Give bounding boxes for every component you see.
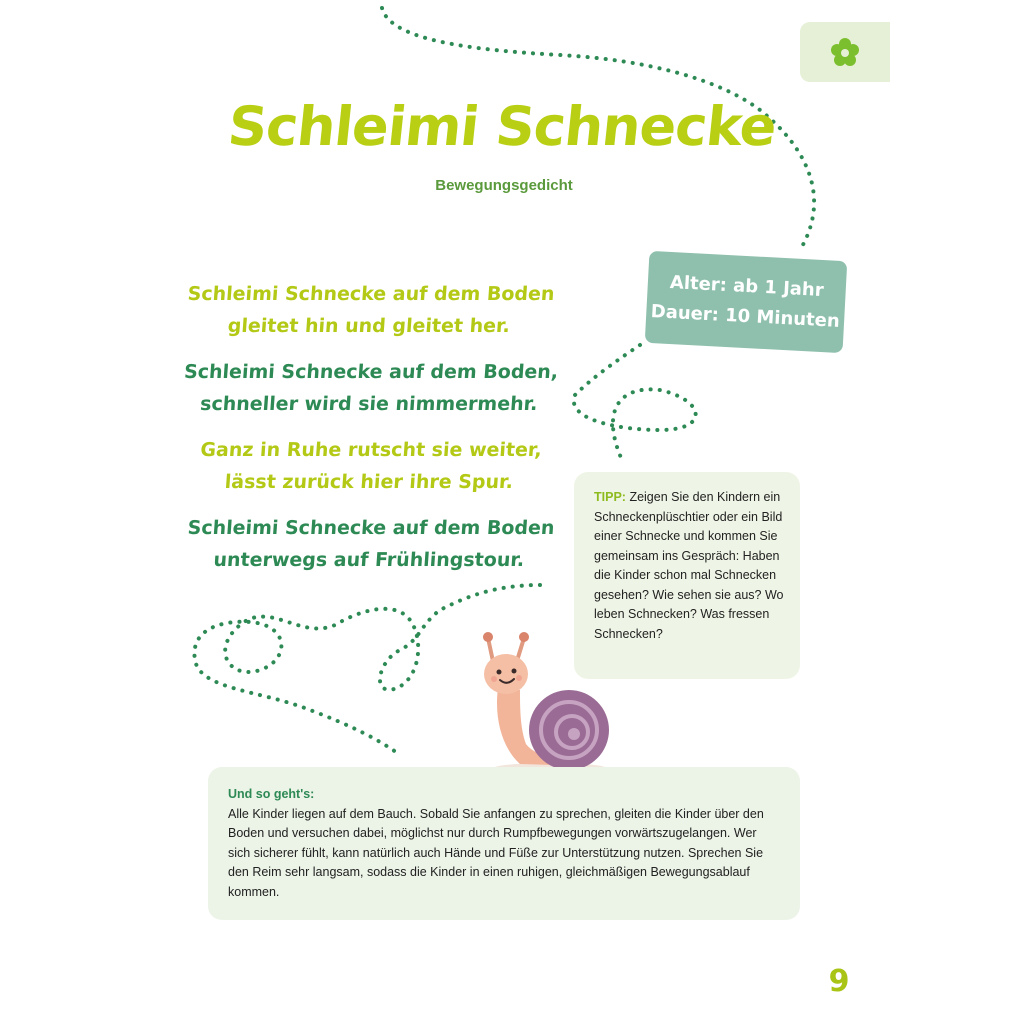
duration-label: Dauer: 10 Minuten bbox=[650, 301, 841, 332]
poem-line: Ganz in Ruhe rutscht sie weiter, bbox=[199, 439, 543, 461]
tip-text: Zeigen Sie den Kindern ein Schneckenplüschtier oder ein Bild einer Schnecke und kommen Sie gemeinsam ins Gespräch: Haben die Kinder schon mal Schnecken gesehen? Wie sehen sie aus? Wo leben Schnecken? Was fressen Schnecken? bbox=[594, 490, 784, 641]
instructions-box bbox=[208, 767, 800, 920]
instructions-title: Und so geht's: bbox=[228, 787, 315, 801]
tip-label: TIPP: bbox=[594, 490, 626, 504]
instructions-text: Alle Kinder liegen auf dem Bauch. Sobald Sie anfangen zu sprechen, gleiten die Kinder über den Boden und versuchen dabei, möglichst nur durch Rumpfbewegungen vorwärtszugelangen. Wer sich sicherer fühlt, kann natürlich auch Hände und Füße zur Unterstützung nutzen. Sprechen Sie den Reim sehr langsam, sodass die Kinder in einen ruhigen, gleichmäßigen Bewegungsablauf kommen. bbox=[228, 806, 764, 899]
poem-line: lässt zurück hier ihre Spur. bbox=[224, 471, 514, 493]
page-subtitle: Bewegungsgedicht bbox=[435, 177, 573, 194]
poem-line: Schleimi Schnecke auf dem Boden, bbox=[183, 361, 559, 383]
poem-line: schneller wird sie nimmermehr. bbox=[199, 393, 539, 415]
page-number: 9 bbox=[828, 964, 850, 999]
age-duration-box bbox=[645, 251, 848, 353]
poem bbox=[160, 278, 580, 590]
poem-stanza bbox=[158, 278, 582, 342]
poem-line: unterwegs auf Frühlingstour. bbox=[212, 549, 526, 571]
poem-stanza bbox=[158, 434, 582, 498]
poem-stanza bbox=[158, 356, 582, 420]
flower-icon bbox=[829, 36, 861, 68]
snail-illustration bbox=[476, 628, 616, 776]
age-label: Alter: ab 1 Jahr bbox=[669, 272, 825, 302]
poem-line: Schleimi Schnecke auf dem Boden bbox=[186, 517, 556, 539]
poem-line: gleitet hin und gleitet her. bbox=[227, 315, 511, 337]
corner-tab bbox=[800, 22, 890, 82]
page-title: Schleimi Schnecke bbox=[225, 95, 779, 158]
poem-stanza bbox=[158, 512, 582, 576]
poem-line: Schleimi Schnecke auf dem Boden bbox=[186, 283, 556, 305]
